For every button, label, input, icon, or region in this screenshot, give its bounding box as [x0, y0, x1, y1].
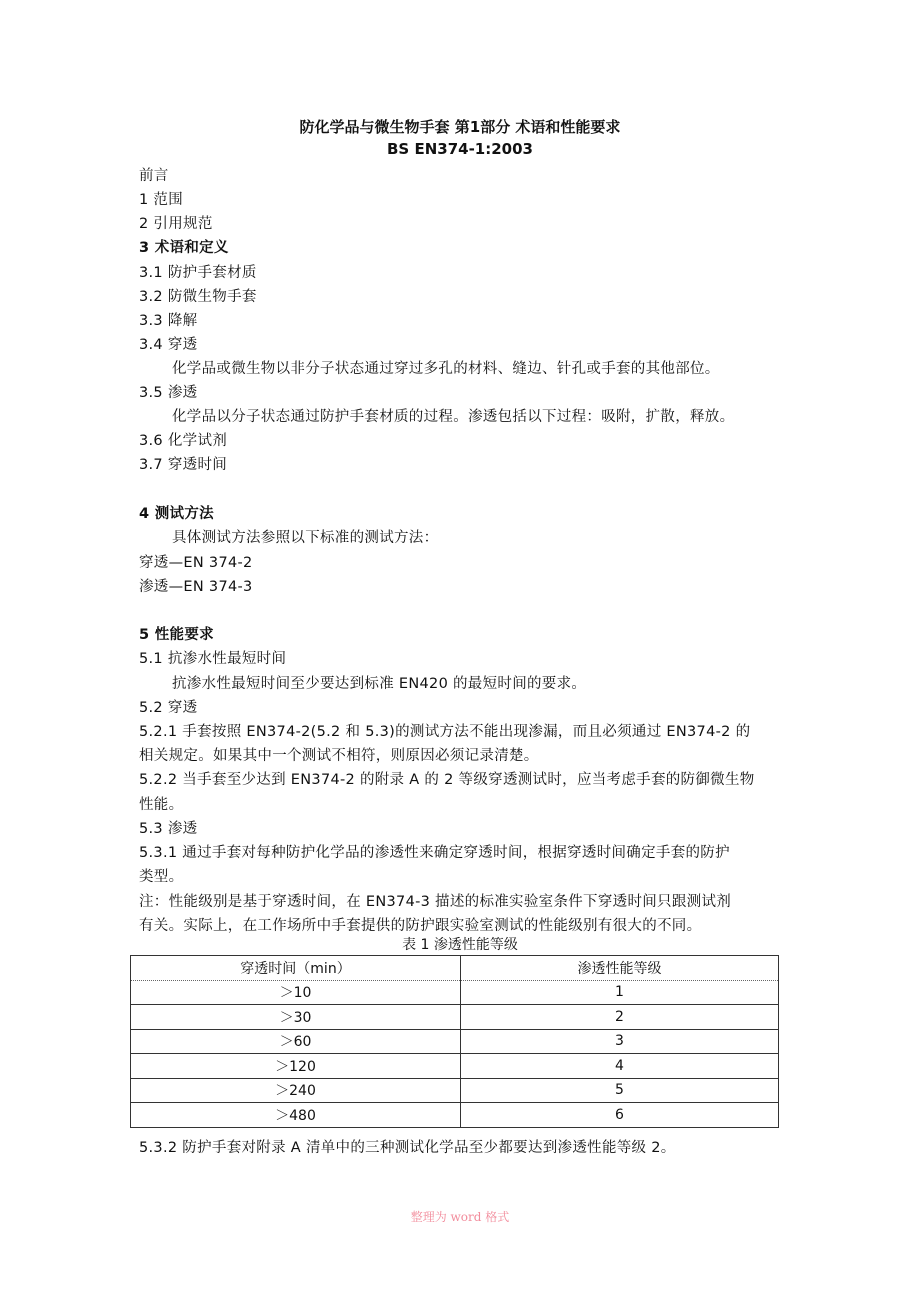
text-line: 5.2.2 当手套至少达到 EN374-2 的附录 A 的 2 等级穿透测试时，应当考虑手套的防御微生物	[139, 772, 755, 788]
cell-level: 2	[461, 1005, 779, 1030]
table-row	[131, 1054, 779, 1079]
performance-table	[130, 955, 779, 1128]
section-heading: 5 性能要求	[139, 627, 214, 643]
table-row	[131, 1103, 779, 1128]
cell-level: 1	[461, 980, 779, 1005]
text-line: 类型。	[139, 869, 184, 885]
table-row	[131, 980, 779, 1005]
cell-time: ＞30	[131, 1005, 461, 1030]
text-line: 注：性能级别是基于穿透时间，在 EN374-3 描述的标准实验室条件下穿透时间只跟测试剂	[139, 894, 732, 910]
cell-level: 5	[461, 1078, 779, 1103]
text-line: 5.2.1 手套按照 EN374-2(5.2 和 5.3)的测试方法不能出现渗漏，而且必须通过 EN374-2 的	[139, 724, 751, 740]
text-line: 有关。实际上，在工作场所中手套提供的防护跟实验室测试的性能级别有很大的不同。	[139, 918, 702, 934]
footer-watermark: 整理为 word 格式	[410, 1210, 510, 1224]
text-line: 3.1 防护手套材质	[139, 265, 257, 281]
cell-time: ＞60	[131, 1029, 461, 1054]
document-title: 防化学品与微生物手套 第1部分 术语和性能要求	[299, 118, 621, 136]
text-line: 具体测试方法参照以下标准的测试方法：	[172, 530, 439, 546]
text-line: 3.4 穿透	[139, 337, 198, 353]
text-line: 渗透—EN 374-3	[139, 579, 253, 595]
text-line: 抗渗水性最短时间至少要达到标准 EN420 的最短时间的要求。	[172, 676, 587, 692]
text-line: 穿透—EN 374-2	[139, 555, 253, 571]
text-line: 5.3.1 通过手套对每种防护化学品的渗透性来确定穿透时间，根据穿透时间确定手套的防护	[139, 845, 730, 861]
text-line: 性能。	[139, 797, 184, 813]
text-line: 化学品或微生物以非分子状态通过穿过多孔的材料、缝边、针孔或手套的其他部位。	[172, 361, 720, 377]
table-row	[131, 1078, 779, 1103]
cell-time: ＞480	[131, 1103, 461, 1128]
cell-time: ＞240	[131, 1078, 461, 1103]
text-line: 3.5 渗透	[139, 385, 198, 401]
text-line: 化学品以分子状态通过防护手套材质的过程。渗透包括以下过程：吸附，扩散，释放。	[172, 409, 735, 425]
cell-level: 4	[461, 1054, 779, 1079]
cell-level: 6	[461, 1103, 779, 1128]
table-caption: 表 1 渗透性能等级	[402, 937, 518, 953]
document-subtitle: BS EN374-1:2003	[387, 140, 533, 158]
table-row	[131, 1029, 779, 1054]
text-line: 3.7 穿透时间	[139, 457, 228, 473]
text-line: 2 引用规范	[139, 216, 213, 232]
text-line: 3.3 降解	[139, 313, 198, 329]
section-heading: 4 测试方法	[139, 506, 214, 522]
table-header-level: 渗透性能等级	[461, 956, 779, 981]
section-heading: 3 术语和定义	[139, 240, 229, 256]
text-line: 前言	[139, 168, 169, 184]
paragraph-5-3-2: 5.3.2 防护手套对附录 A 清单中的三种测试化学品至少都要达到渗透性能等级 2。	[139, 1140, 676, 1156]
table-header-row	[131, 956, 779, 981]
cell-time: ＞10	[131, 980, 461, 1005]
text-line: 1 范围	[139, 192, 184, 208]
text-line: 5.3 渗透	[139, 821, 198, 837]
text-line: 相关规定。如果其中一个测试不相符，则原因必须记录清楚。	[139, 748, 539, 764]
text-line: 3.6 化学试剂	[139, 433, 228, 449]
cell-time: ＞120	[131, 1054, 461, 1079]
text-line: 3.2 防微生物手套	[139, 289, 257, 305]
table-header-time: 穿透时间（min）	[131, 956, 461, 981]
table-row	[131, 1005, 779, 1030]
text-line: 5.2 穿透	[139, 700, 198, 716]
cell-level: 3	[461, 1029, 779, 1054]
text-line: 5.1 抗渗水性最短时间	[139, 651, 287, 667]
